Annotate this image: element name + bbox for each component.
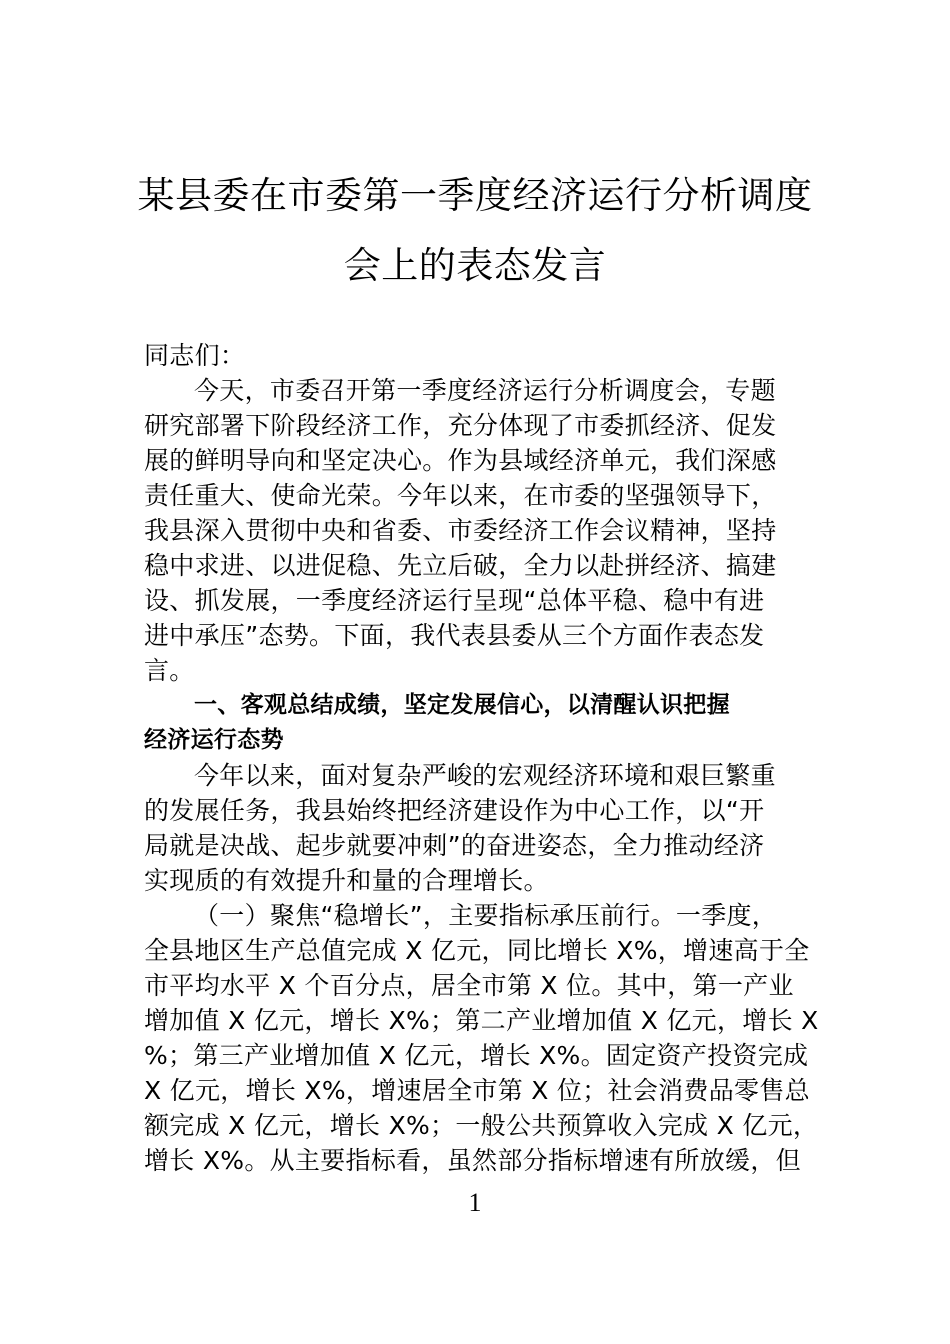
paragraph-line: 全县地区生产总值完成 X 亿元，同比增长 X%，增速高于全	[144, 936, 810, 965]
paragraph-line: 的发展任务，我县始终把经济建设作为中心工作，以“开	[144, 796, 765, 825]
page-number: 1	[468, 1188, 482, 1217]
paragraph-line: 责任重大、使命光荣。今年以来，在市委的坚强领导下，	[144, 481, 777, 510]
document-body	[144, 338, 844, 1178]
paragraph-line: 实现质的有效提升和量的合理增长。	[144, 866, 549, 895]
paragraph-line: 今天，市委召开第一季度经济运行分析调度会，专题	[194, 376, 776, 405]
paragraph-line: 增长 X%。从主要指标看，虽然部分指标增速有所放缓，但	[144, 1146, 801, 1175]
section-heading-line: 经济运行态势	[144, 727, 284, 753]
paragraph-line: %；第三产业增加值 X 亿元，增长 X%。固定资产投资完成	[144, 1041, 809, 1070]
paragraph-line: （一）聚焦“稳增长”，主要指标承压前行。一季度，	[194, 901, 778, 930]
paragraph-line: 额完成 X 亿元，增长 X%；一般公共预算收入完成 X 亿元，	[144, 1111, 819, 1140]
section-heading-line: 一、客观总结成绩，坚定发展信心，以清醒认识把握	[194, 692, 730, 718]
paragraph-line: X 亿元，增长 X%，增速居全市第 X 位；社会消费品零售总	[144, 1076, 810, 1105]
paragraph-line: 进中承压”态势。下面，我代表县委从三个方面作表态发	[144, 621, 765, 650]
paragraph-line: 展的鲜明导向和坚定决心。作为县域经济单元，我们深感	[144, 446, 777, 475]
paragraph-line: 我县深入贯彻中央和省委、市委经济工作会议精神，坚持	[144, 516, 777, 545]
document-title-line-1: 某县委在市委第一季度经济运行分析调度	[137, 174, 813, 217]
document-title-line-2: 会上的表态发言	[343, 244, 607, 287]
paragraph-line: 增加值 X 亿元，增长 X%；第二产业增加值 X 亿元，增长 X	[144, 1006, 819, 1035]
paragraph-line: 市平均水平 X 个百分点，居全市第 X 位。其中，第一产业	[144, 971, 794, 1000]
paragraph-line: 设、抓发展，一季度经济运行呈现“总体平稳、稳中有进	[144, 586, 765, 615]
paragraph-line: 今年以来，面对复杂严峻的宏观经济环境和艰巨繁重	[194, 761, 776, 790]
salutation: 同志们：	[144, 341, 246, 370]
paragraph-line: 局就是决战、起步就要冲刺”的奋进姿态，全力推动经济	[144, 831, 765, 860]
paragraph-line: 稳中求进、以进促稳、先立后破，全力以赴拼经济、搞建	[144, 551, 777, 580]
paragraph-line: 言。	[144, 656, 195, 685]
paragraph-line: 研究部署下阶段经济工作，充分体现了市委抓经济、促发	[144, 411, 777, 440]
